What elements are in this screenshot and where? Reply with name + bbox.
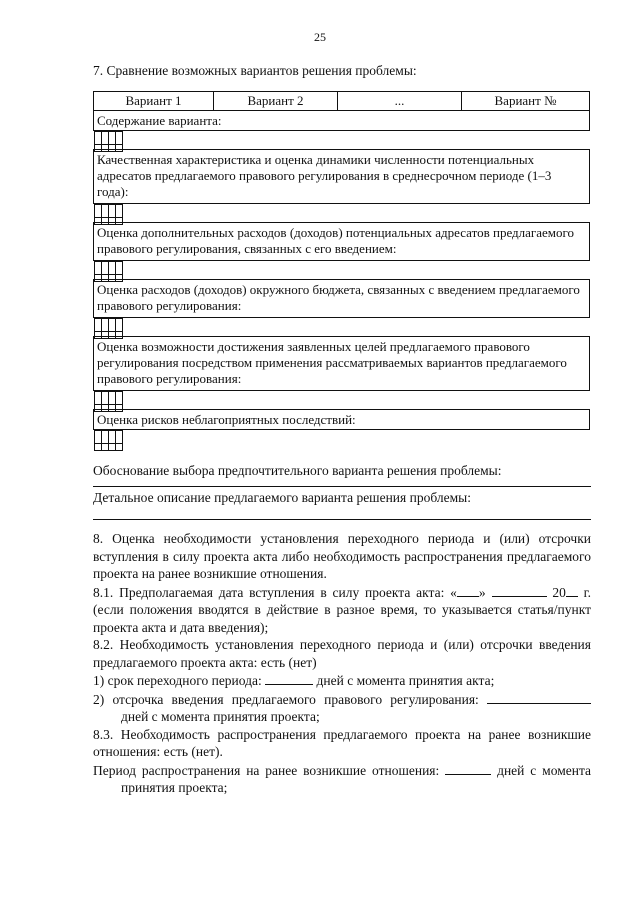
justification-label: Обоснование выбора предпочтительного варианта решения проблемы: (93, 463, 502, 478)
page-number: 25 (314, 30, 326, 44)
p81-year-prefix: 20 (552, 584, 566, 600)
table-cell (101, 392, 108, 412)
table-cell (94, 262, 101, 282)
section-goals: Оценка возможности достижения заявленных целей предлагаемого правового регулирования посредством применения рассматриваемых вариантов предлагаемого правового регулирования: (94, 337, 590, 391)
p82-1-text-b: дней с момента принятия акта; (316, 673, 495, 688)
day-blank (457, 583, 479, 597)
table-section-row (94, 280, 590, 318)
p83-period (93, 761, 591, 780)
table-row (94, 318, 123, 332)
table-cell (94, 132, 101, 152)
p81-year-suffix: г. (583, 584, 592, 600)
table-row (94, 204, 123, 218)
table-cell (101, 431, 108, 451)
section-addressee-costs: Оценка дополнительных расходов (доходов) потенциальных адресатов предлагаемого правового регулирования, связанных с его введением: (94, 223, 590, 261)
p83: 8.3. Необходимость распространения предлагаемого проекта на ранее возникшие отношения: есть (нет). (93, 726, 591, 759)
p81-text-b: » (478, 584, 486, 600)
table-cell (101, 132, 108, 152)
section-8 (93, 530, 591, 797)
variants-comparison-table (93, 91, 590, 448)
table-cell (115, 262, 122, 282)
p82: 8.2. Необходимость установления переходного периода и (или) отсрочки введения предлагаемого проекта акта: есть (нет) (93, 637, 591, 670)
table-cell (108, 262, 115, 282)
p82-transition (93, 671, 591, 690)
p82-deferral (93, 690, 591, 709)
p83-period-text-b: дней с момента (497, 762, 592, 778)
table-cell (94, 431, 101, 451)
table-cell (108, 132, 115, 152)
table-cell (94, 392, 101, 412)
justification-block (93, 462, 591, 520)
table-cell (108, 205, 115, 225)
table-row (94, 261, 123, 275)
table-cell (115, 431, 122, 451)
justification-line (93, 486, 591, 487)
section-risks: Оценка рисков неблагоприятных последствий: (94, 410, 590, 430)
section-dynamics: Качественная характеристика и оценка динамики численности потенциальных адресатов предлагаемого правового регулирования в среднесрочном периоде (1–3 года): (94, 150, 590, 204)
table-cell (108, 319, 115, 339)
table-row (94, 131, 123, 145)
table-cell (115, 132, 122, 152)
table-section-row (94, 223, 590, 261)
header-variant-1: Вариант 1 (94, 92, 214, 111)
section-8-heading: 8. Оценка необходимости установления переходного периода и (или) отсрочки вступления в силу проекта акта либо необходимость распространения предлагаемого проекта на ранее возникшие отношения. (93, 531, 591, 581)
p82-2-text-a: 2) отсрочка введения предлагаемого правового регулирования: (93, 691, 479, 707)
transition-days-blank (265, 671, 313, 685)
table-section-row (94, 150, 590, 204)
table-row (94, 430, 123, 444)
table-section-row (94, 111, 590, 131)
table-row (94, 391, 123, 405)
table-cell (108, 431, 115, 451)
section-content: Содержание варианта: (94, 111, 590, 131)
table-section-row (94, 410, 590, 430)
table-cell (101, 319, 108, 339)
deferral-blank (487, 690, 591, 704)
table-cell (101, 205, 108, 225)
p81-text-a: 8.1. Предполагаемая дата вступления в силу проекта акта: « (93, 584, 457, 600)
table-cell (94, 205, 101, 225)
table-section-row (94, 337, 590, 391)
description-label: Детальное описание предлагаемого варианта решения проблемы: (93, 489, 471, 505)
month-blank (492, 583, 547, 597)
p82-deferral-cont: дней с момента принятия проекта; (121, 709, 320, 724)
table-cell (101, 262, 108, 282)
header-ellipsis: ... (338, 92, 462, 111)
p81-note: (если положения вводятся в действие в разное время, то указывается статья/пункт проекта акта и дата введения); (93, 602, 591, 635)
table-cell (108, 392, 115, 412)
table-cell (94, 319, 101, 339)
table-cell (115, 392, 122, 412)
p83-period-cont: принятия проекта; (121, 780, 228, 795)
p81-date (93, 583, 591, 602)
section-7-heading: 7. Сравнение возможных вариантов решения проблемы: (93, 63, 417, 78)
p83-period-text-a: Период распространения на ранее возникшие отношения: (93, 762, 440, 778)
year-blank (566, 583, 578, 597)
period-days-blank (445, 761, 491, 775)
header-variant-2: Вариант 2 (214, 92, 338, 111)
p82-1-text-a: 1) срок переходного периода: (93, 673, 262, 688)
description-line (93, 519, 591, 520)
header-variant-n: Вариант № (462, 92, 590, 111)
section-budget-costs: Оценка расходов (доходов) окружного бюджета, связанных с введением предлагаемого правового регулирования: (94, 280, 590, 318)
table-header-row (94, 92, 590, 111)
table-cell (115, 319, 122, 339)
table-cell (115, 205, 122, 225)
